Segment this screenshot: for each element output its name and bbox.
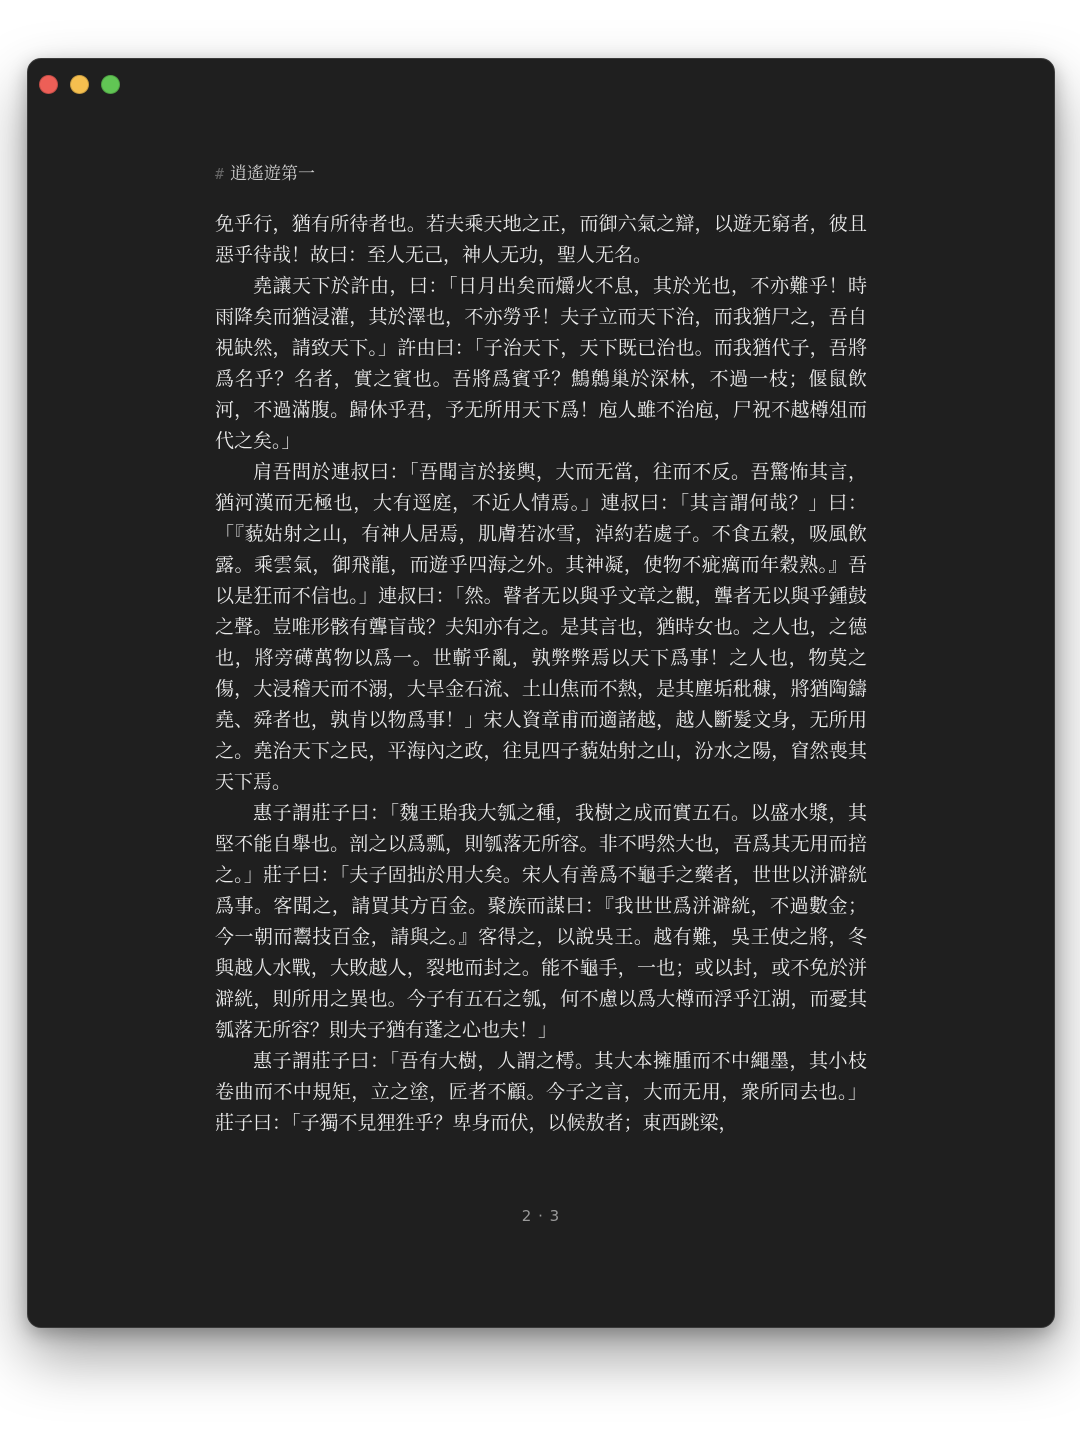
document-body[interactable] <box>215 209 867 1139</box>
paragraph-4: 惠子謂莊子曰：「魏王貽我大瓠之種，我樹之成而實五石。以盛水漿，其堅不能自舉也。剖之以爲瓢，則瓠落无所容。非不呺然大也，吾爲其无用而掊之。」莊子曰：「夫子固拙於用大矣。宋人有善爲不龜手之藥者，世世以洴澼絖爲事。客聞之，請買其方百金。聚族而謀曰：『我世世爲洴澼絖，不過數金；今一朝而鬻技百金，請與之。』客得之，以說吳王。越有難，吳王使之將，冬與越人水戰，大敗越人，裂地而封之。能不龜手，一也；或以封，或不免於洴澼絖，則所用之異也。今子有五石之瓠，何不慮以爲大樽而浮乎江湖，而憂其瓠落无所容？則夫子猶有蓬之心也夫！」 <box>215 802 867 1041</box>
zoom-window-button[interactable] <box>101 75 120 94</box>
paragraph-3: 肩吾問於連叔曰：「吾聞言於接輿，大而无當，往而不反。吾驚怖其言，猶河漢而无極也，大有逕庭，不近人情焉。」連叔曰：「其言謂何哉？」曰：「『藐姑射之山，有神人居焉，肌膚若冰雪，淖約若處子。不食五穀，吸風飲露。乘雲氣，御飛龍，而遊乎四海之外。其神凝，使物不疵癘而年穀熟。』吾以是狂而不信也。」連叔曰：「然。瞽者无以與乎文章之觀，聾者无以與乎鍾鼓之聲。豈唯形骸有聾盲哉？夫知亦有之。是其言也，猶時女也。之人也，之德也，將旁礡萬物以爲一。世蘄乎亂，孰弊弊焉以天下爲事！之人也，物莫之傷，大浸稽天而不溺，大旱金石流、土山焦而不熱，是其塵垢秕穅，將猶陶鑄堯、舜者也，孰肯以物爲事！」宋人資章甫而適諸越，越人斷髮文身，无所用之。堯治天下之民，平海內之政，往見四子藐姑射之山，汾水之陽，窅然喪其天下焉。 <box>215 461 867 793</box>
paragraph-1: 免乎行，猶有所待者也。若夫乘天地之正，而御六氣之辯，以遊无窮者，彼且惡乎待哉！故曰：至人无己，神人无功，聖人无名。 <box>215 213 867 266</box>
chapter-heading <box>215 159 315 184</box>
chapter-title: 逍遙遊第一 <box>230 164 316 184</box>
paragraph-2: 堯讓天下於許由，曰：「日月出矣而爝火不息，其於光也，不亦難乎！時雨降矣而猶浸灌，其於澤也，不亦勞乎！夫子立而天下治，而我猶尸之，吾自視缺然，請致天下。」許由曰：「子治天下，天下既已治也。而我猶代子，吾將爲名乎？名者，實之賓也。吾將爲賓乎？鷦鷯巢於深林，不過一枝；偃鼠飲河，不過滿腹。歸休乎君，予无所用天下爲！庖人雖不治庖，尸祝不越樽俎而代之矣。」 <box>215 275 867 452</box>
reader-window <box>27 58 1055 1328</box>
close-window-button[interactable] <box>39 75 58 94</box>
traffic-lights <box>39 75 120 94</box>
page-indicator: 2 · 3 <box>521 1207 561 1225</box>
heading-marker: # <box>215 165 225 183</box>
paragraph-5: 惠子謂莊子曰：「吾有大樹，人謂之樗。其大本擁腫而不中繩墨，其小枝卷曲而不中規矩，立之塗，匠者不顧。今子之言，大而无用，衆所同去也。」莊子曰：「子獨不見狸狌乎？卑身而伏，以候敖者；東西跳梁， <box>215 1050 867 1134</box>
minimize-window-button[interactable] <box>70 75 89 94</box>
